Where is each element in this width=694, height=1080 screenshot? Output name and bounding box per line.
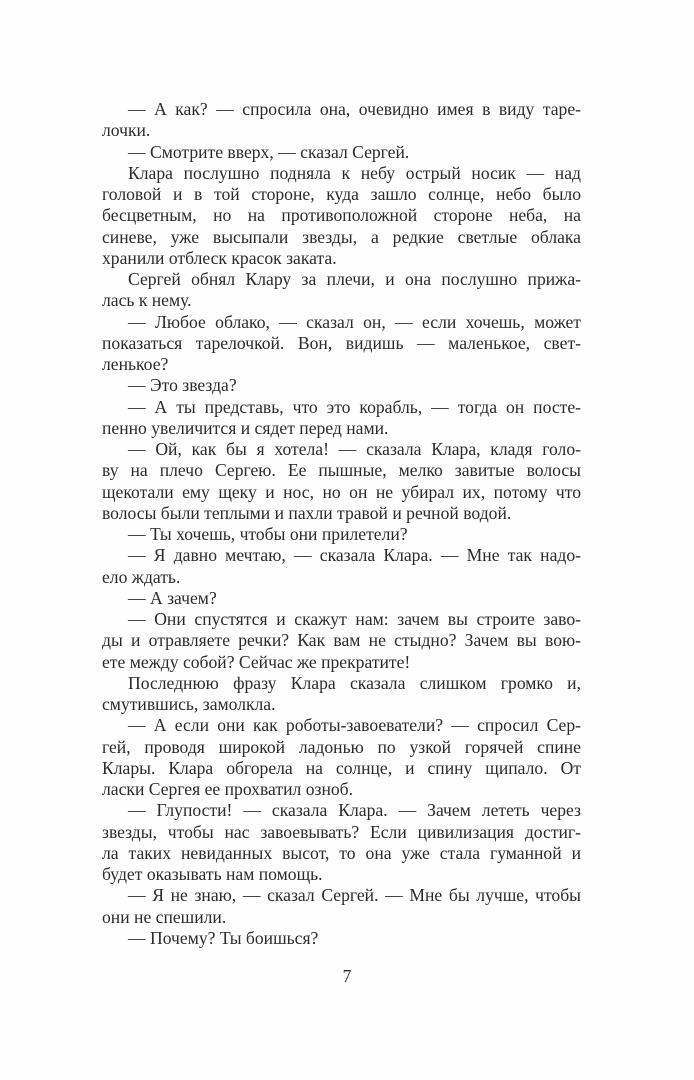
text-line: ласки Сергея ее прохватил озноб. bbox=[102, 779, 354, 799]
text-line: — А ты представь, что это корабль, — тогда он посте- bbox=[128, 396, 581, 417]
text-line: пенно увеличится и сядет перед нами. bbox=[102, 417, 389, 438]
text-line: хранили отблеск красок заката. bbox=[102, 247, 337, 268]
text-line: Сергей обнял Клару за плечи, и она послушно прижа- bbox=[128, 269, 581, 289]
text-line: показаться тарелочкой. Вон, видишь — маленькое, свет- bbox=[102, 332, 581, 353]
page-number: 7 bbox=[342, 966, 352, 986]
text-line: — Почему? Ты боишься? bbox=[128, 927, 319, 948]
text-line: звезды, чтобы нас завоевывать? Если цивилизация достиг- bbox=[102, 821, 581, 842]
text-line: — Смотрите вверх, — сказал Сергей. bbox=[128, 141, 410, 162]
text-line: они не спешили. bbox=[102, 906, 227, 927]
text-line: Последнюю фразу Клара сказала слишком громко и, bbox=[128, 672, 581, 693]
text-line: — Глупости! — сказала Клара. — Зачем лететь через bbox=[128, 800, 581, 821]
text-line: — Я не знаю, — сказал Сергей. — Мне бы лучше, чтобы bbox=[128, 885, 581, 906]
text-line: будет оказывать нам помощь. bbox=[102, 864, 323, 884]
text-line: волосы были теплыми и пахли травой и речной водой. bbox=[102, 502, 512, 523]
text-line: ву на плечо Сергею. Ее пышные, мелко завитые волосы bbox=[102, 460, 581, 481]
text-line: лась к нему. bbox=[102, 290, 192, 311]
text-line: — Ой, как бы я хотела! — сказала Клара, кладя голо- bbox=[128, 439, 581, 459]
text-line: ете между собой? Сейчас же прекратите! bbox=[102, 651, 411, 672]
text-line: Клары. Клара обгорела на солнце, и спину щипало. От bbox=[102, 757, 581, 778]
text-line: — Я давно мечтаю, — сказала Клара. — Мне так надо- bbox=[128, 545, 581, 566]
text-line: смутившись, замолкла. bbox=[102, 694, 276, 714]
text-line: ело ждать. bbox=[102, 566, 181, 587]
text-line: — Ты хочешь, чтобы они прилетели? bbox=[128, 524, 408, 544]
text-line: ла таких невиданных высот, то она уже стала гуманной и bbox=[102, 842, 581, 863]
text-line: головой и в той стороне, куда зашло солнце, небо было bbox=[102, 184, 581, 204]
text-line: синеве, уже высыпали звезды, а редкие светлые облака bbox=[102, 226, 581, 247]
body-text bbox=[102, 99, 581, 949]
text-line: Клара послушно подняла к небу острый носик — над bbox=[128, 162, 581, 183]
text-line: лочки. bbox=[102, 120, 151, 141]
text-line: ленькое? bbox=[102, 354, 169, 374]
text-line: щекотали ему щеку и нос, но он не убирал их, потому что bbox=[102, 481, 581, 502]
text-line: гей, проводя широкой ладонью по узкой горячей спине bbox=[102, 736, 581, 757]
text-line: ды и отравляете речки? Как вам не стыдно? Зачем вы вою- bbox=[102, 630, 581, 651]
text-line: — Они спустятся и скажут нам: зачем вы строите заво- bbox=[128, 609, 581, 629]
text-line: — А если они как роботы-завоеватели? — спросил Сер- bbox=[128, 715, 581, 736]
text-line: — Любое облако, — сказал он, — если хочешь, может bbox=[128, 311, 581, 332]
text-line: — Это звезда? bbox=[128, 375, 237, 396]
text-line: — А как? — спросила она, очевидно имея в виду таре- bbox=[128, 99, 581, 119]
text-line: — А зачем? bbox=[128, 587, 217, 608]
text-line: бесцветным, но на противоположной стороне неба, на bbox=[102, 205, 581, 226]
